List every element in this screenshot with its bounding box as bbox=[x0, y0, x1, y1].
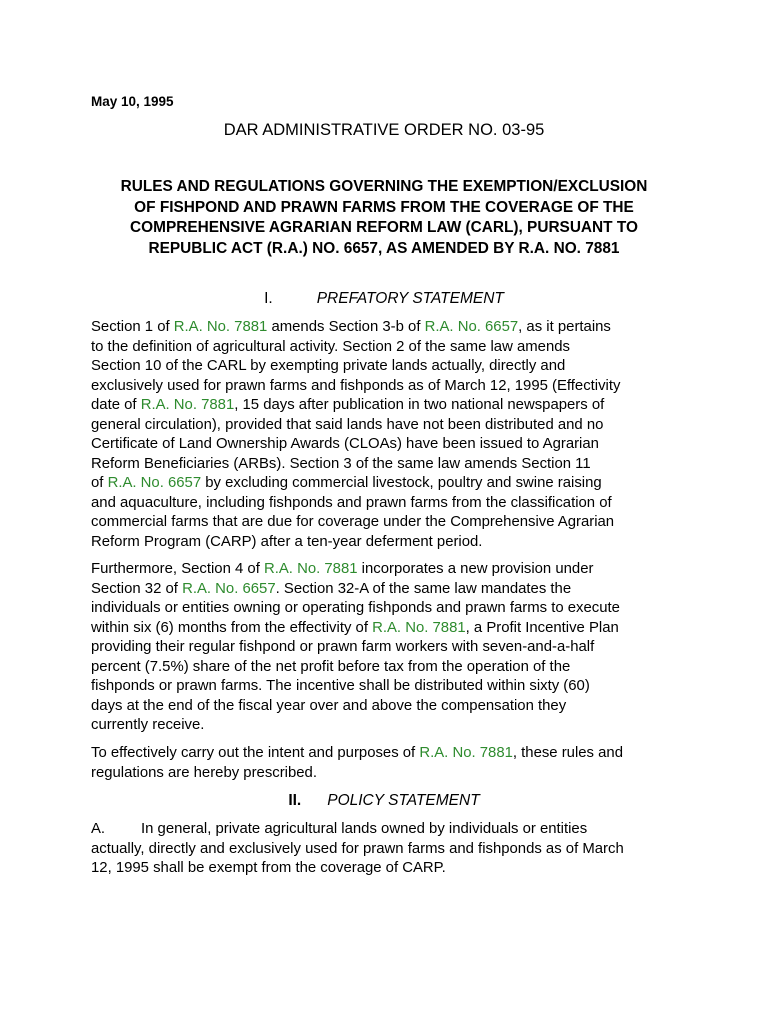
text-run: of bbox=[91, 475, 108, 491]
paragraph-line bbox=[91, 474, 686, 494]
paragraph-line: individuals or entities owning or operating fishponds and prawn farms to execute bbox=[91, 600, 620, 616]
text-run: . Section 32-A of the same law mandates the bbox=[275, 580, 572, 597]
section-heading-policy bbox=[0, 792, 768, 810]
paragraph-line: actually, directly and exclusively used for prawn farms and fishponds as of March bbox=[91, 840, 624, 857]
main-title-line: REPUBLIC ACT (R.A.) NO. 6657, AS AMENDED BY R.A. NO. 7881 bbox=[148, 239, 620, 257]
paragraph-prefatory-1 bbox=[91, 318, 686, 552]
paragraph-line: Certificate of Land Ownership Awards (CLOAs) have been issued to Agrarian bbox=[91, 436, 599, 452]
paragraph-line: 12, 1995 shall be exempt from the coverage of CARP. bbox=[91, 860, 446, 876]
ra-7881-link[interactable]: R.A. No. 7881 bbox=[140, 397, 235, 413]
section-title: POLICY STATEMENT bbox=[327, 792, 480, 809]
ra-7881-link[interactable]: R.A. No. 7881 bbox=[173, 319, 268, 335]
text-run: , as it pertains bbox=[518, 319, 611, 335]
ra-6657-link[interactable]: R.A. No. 6657 bbox=[424, 319, 519, 335]
paragraph-line: days at the end of the fiscal year over and above the compensation they bbox=[91, 697, 567, 714]
text-run: Section 32 of bbox=[91, 580, 183, 597]
paragraph-line bbox=[91, 560, 686, 580]
order-title: DAR ADMINISTRATIVE ORDER NO. 03-95 bbox=[223, 121, 545, 139]
paragraph-line: general circulation), provided that said lands have not been distributed and no bbox=[91, 416, 604, 433]
paragraph-line: Reform Beneficiaries (ARBs). Section 3 of the same law amends Section 11 bbox=[91, 455, 591, 472]
ra-7881-link[interactable]: R.A. No. 7881 bbox=[372, 619, 466, 636]
paragraph-line: and aquaculture, including fishponds and prawn farms from the classification of bbox=[91, 494, 612, 511]
text-run: date of bbox=[91, 397, 141, 413]
paragraph-line bbox=[91, 580, 686, 600]
text-run: , these rules and bbox=[512, 745, 623, 761]
section-number: I. bbox=[264, 290, 273, 307]
paragraph-line bbox=[91, 396, 686, 416]
ra-7881-link[interactable]: R.A. No. 7881 bbox=[419, 745, 513, 761]
text-run: within six (6) months from the effectivity of bbox=[91, 619, 373, 636]
paragraph-policy-a bbox=[91, 820, 686, 879]
ra-6657-link[interactable]: R.A. No. 6657 bbox=[107, 475, 202, 491]
paragraph-line: fishponds or prawn farms. The incentive shall be distributed within sixty (60) bbox=[91, 678, 590, 694]
text-run: , a Profit Incentive Plan bbox=[465, 619, 619, 636]
paragraph-line: regulations are hereby prescribed. bbox=[91, 764, 317, 781]
document-date: May 10, 1995 bbox=[91, 94, 174, 109]
paragraph-line: exclusively used for prawn farms and fishponds as of March 12, 1995 (Effectivity bbox=[91, 377, 621, 394]
main-title bbox=[91, 177, 677, 259]
ra-7881-link[interactable]: R.A. No. 7881 bbox=[263, 561, 358, 577]
paragraph-line bbox=[91, 619, 686, 639]
text-run: incorporates a new provision under bbox=[357, 561, 594, 577]
text-run: Section 1 of bbox=[91, 319, 174, 335]
text-run: by excluding commercial livestock, poultry and swine raising bbox=[201, 475, 602, 491]
section-title: PREFATORY STATEMENT bbox=[316, 290, 504, 307]
paragraph-line: to the definition of agricultural activity. Section 2 of the same law amends bbox=[91, 338, 570, 355]
ra-6657-link[interactable]: R.A. No. 6657 bbox=[182, 580, 276, 597]
main-title-line: COMPREHENSIVE AGRARIAN REFORM LAW (CARL), PURSUANT TO bbox=[130, 219, 638, 236]
paragraph-line bbox=[91, 820, 686, 840]
text-run: In general, private agricultural lands owned by individuals or entities bbox=[141, 821, 588, 837]
text-run: Furthermore, Section 4 of bbox=[91, 561, 264, 577]
section-number: II. bbox=[288, 792, 302, 809]
paragraph-line: currently receive. bbox=[91, 717, 205, 733]
main-title-line: OF FISHPOND AND PRAWN FARMS FROM THE COVERAGE OF THE bbox=[134, 198, 634, 216]
paragraph-line bbox=[91, 318, 686, 338]
paragraph-prefatory-2 bbox=[91, 560, 686, 736]
item-label: A. bbox=[91, 821, 106, 837]
paragraph-line: percent (7.5%) share of the net profit before tax from the operation of the bbox=[91, 658, 571, 675]
paragraph-line bbox=[91, 744, 686, 764]
paragraph-line: providing their regular fishpond or prawn farm workers with seven-and-a-half bbox=[91, 639, 595, 655]
paragraph-line: Section 10 of the CARL by exempting private lands actually, directly and bbox=[91, 358, 566, 374]
paragraph-prefatory-3 bbox=[91, 744, 686, 783]
text-run: amends Section 3-b of bbox=[267, 319, 425, 335]
text-run: , 15 days after publication in two national newspapers of bbox=[234, 397, 605, 413]
text-run: To effectively carry out the intent and purposes of bbox=[91, 745, 420, 761]
section-heading-prefatory bbox=[0, 290, 768, 308]
main-title-line: RULES AND REGULATIONS GOVERNING THE EXEMPTION/EXCLUSION bbox=[120, 178, 648, 195]
paragraph-line: Reform Program (CARP) after a ten-year deferment period. bbox=[91, 533, 483, 550]
paragraph-line: commercial farms that are due for coverage under the Comprehensive Agrarian bbox=[91, 514, 615, 530]
